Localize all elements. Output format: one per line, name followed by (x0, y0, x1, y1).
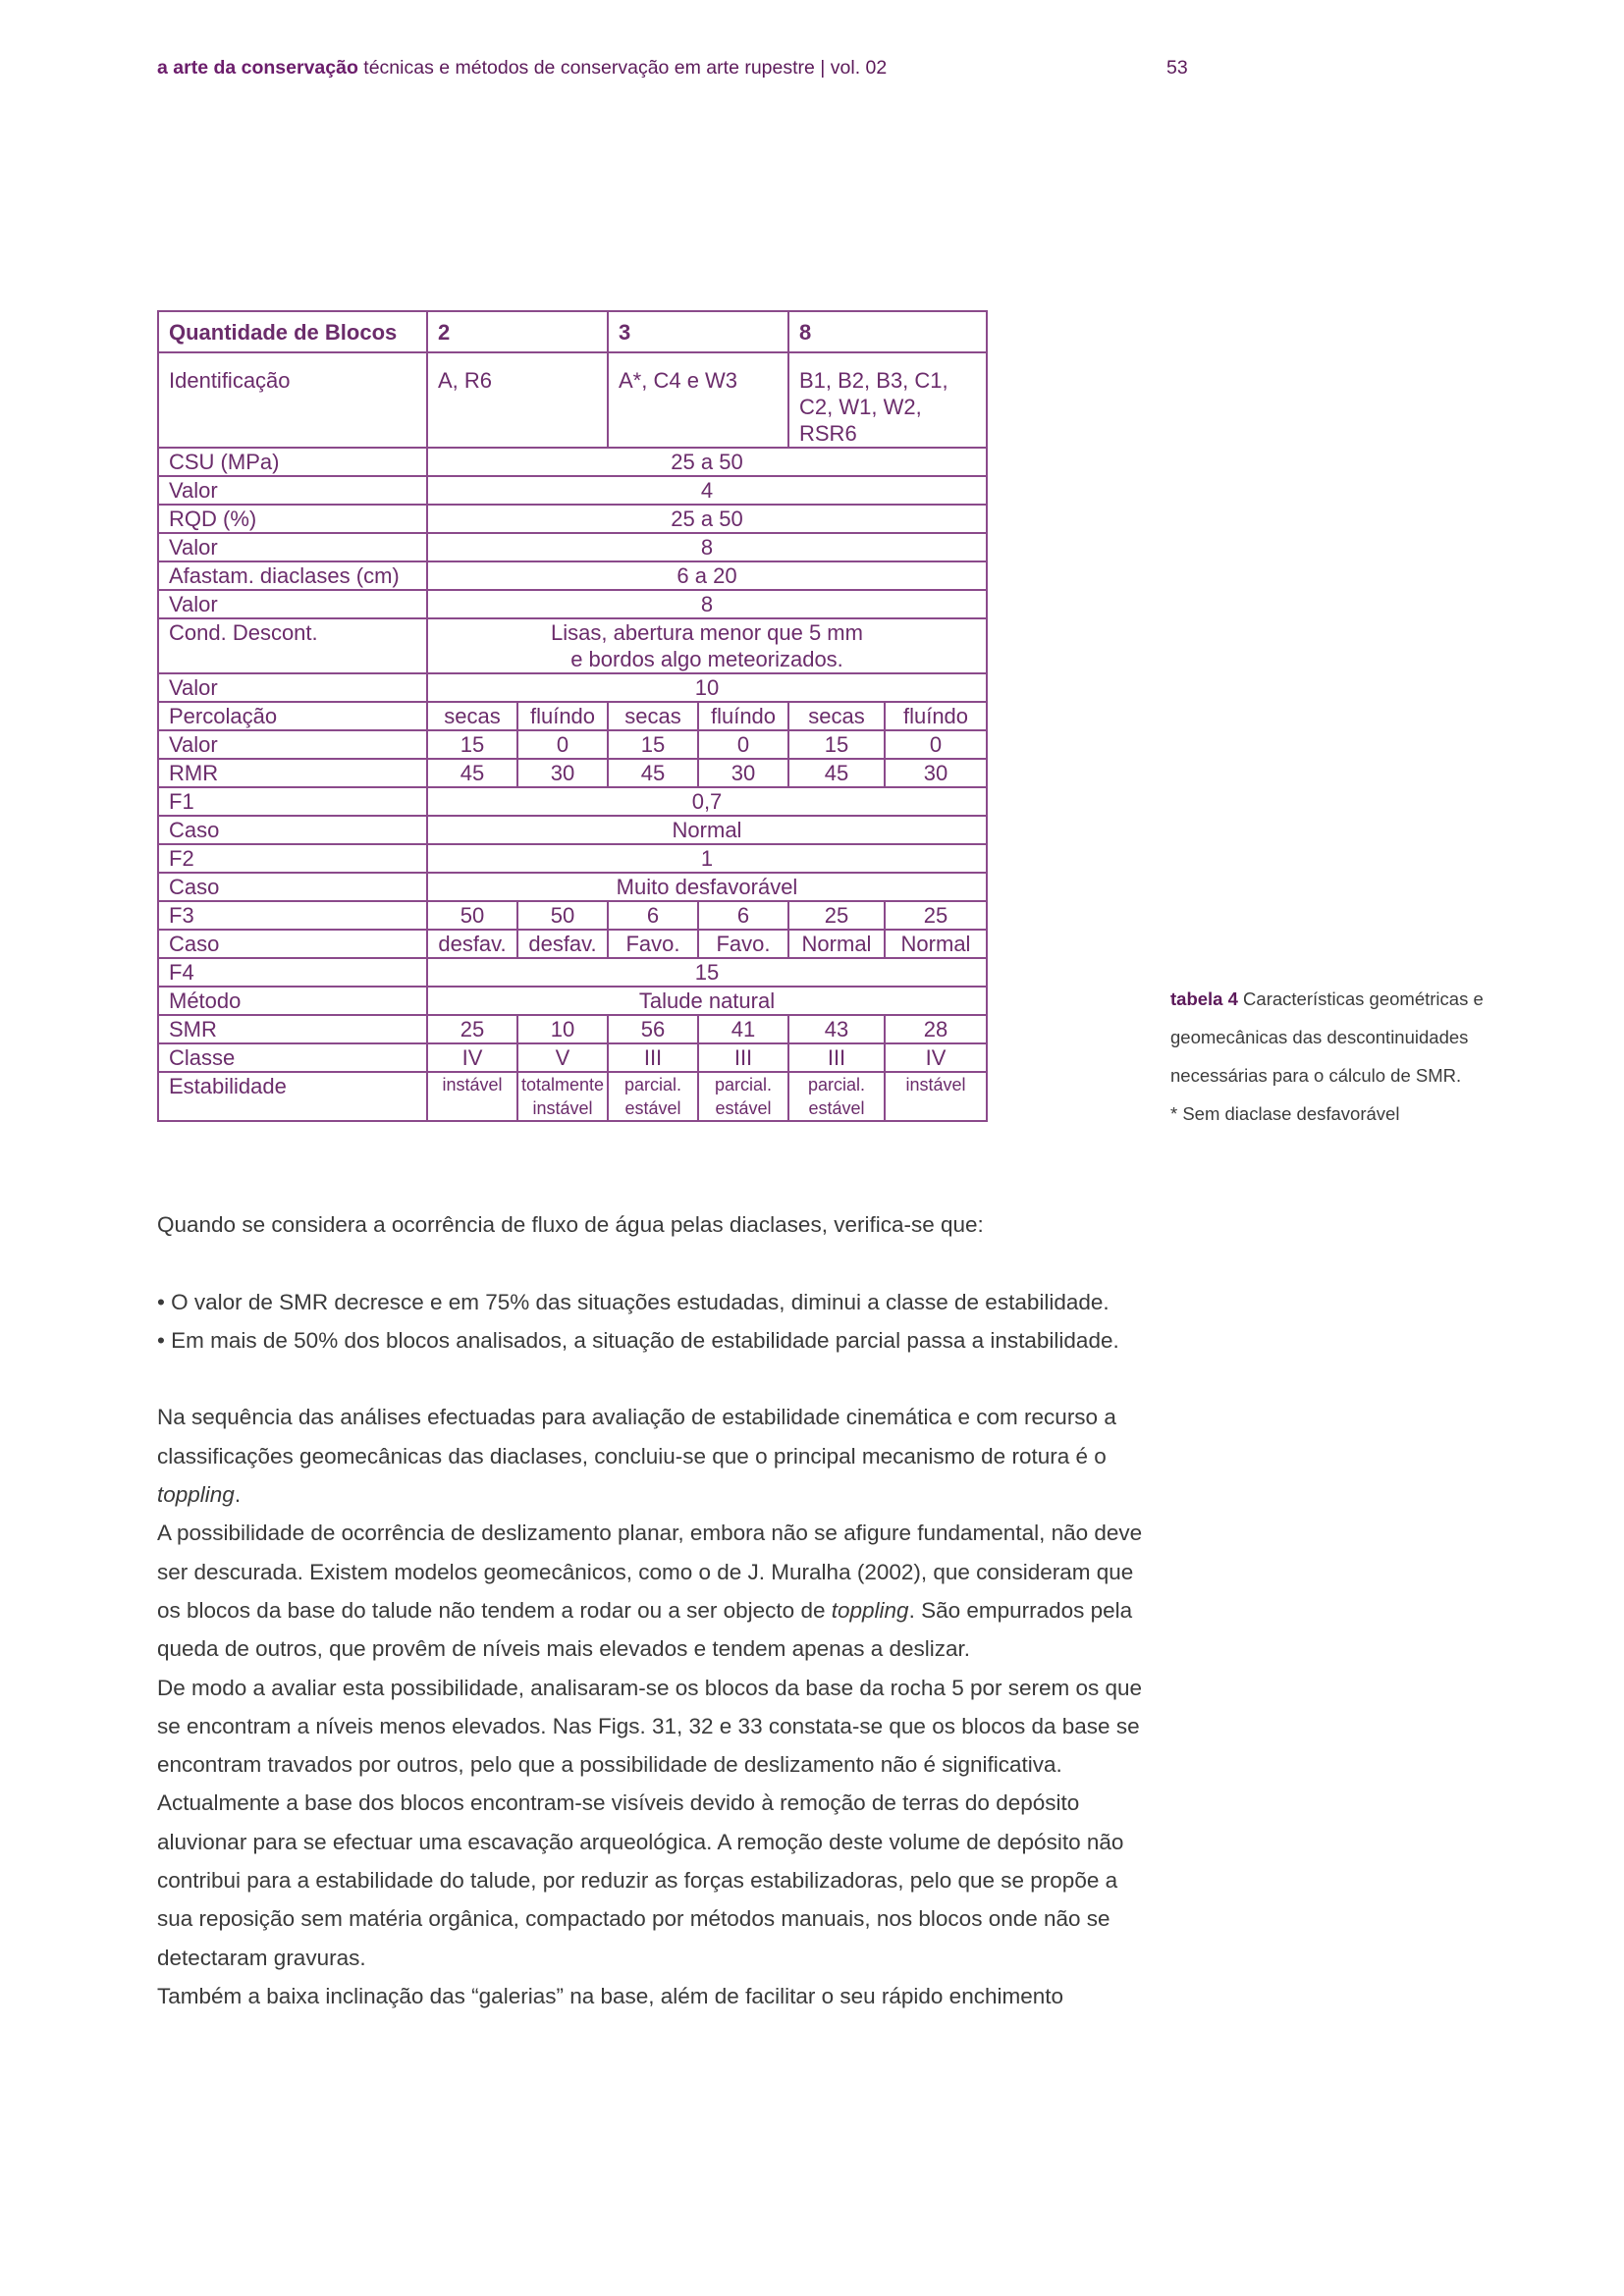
row-label: Estabilidade (158, 1072, 427, 1121)
estab-line-1: instável (442, 1075, 503, 1095)
text-run: . São empurrados pela queda de outros, que provêm de níveis mais elevados e tendem apenas a deslizar. (157, 1597, 1133, 1662)
table-cell: secas (427, 702, 517, 730)
table-cell: 4 (427, 476, 987, 505)
table-header-row (158, 311, 987, 352)
table-cell: IV (427, 1043, 517, 1072)
table-cell: 56 (608, 1015, 698, 1043)
estab-line-2: estável (624, 1098, 681, 1118)
table-row (158, 702, 987, 730)
row-label: SMR (158, 1015, 427, 1043)
text-run: . (234, 1482, 242, 1508)
table-row (158, 673, 987, 702)
row-label: Valor (158, 730, 427, 759)
header-col-3: 3 (608, 311, 788, 352)
table-row (158, 590, 987, 618)
table-cell: Normal (427, 816, 987, 844)
table-row (158, 352, 987, 448)
table-row (158, 787, 987, 816)
table-cell (427, 1072, 517, 1121)
row-label: Identificação (158, 352, 427, 448)
estab-line-2: instável (532, 1098, 593, 1118)
table-row (158, 930, 987, 958)
table-caption (1170, 980, 1543, 1133)
row-label: Valor (158, 533, 427, 561)
table-cell: 50 (427, 901, 517, 930)
table-cell: 25 (788, 901, 885, 930)
table-cell: 43 (788, 1015, 885, 1043)
estab-line-1: parcial. (623, 1075, 682, 1095)
row-label: Caso (158, 873, 427, 901)
table-cell: Talude natural (427, 987, 987, 1015)
row-label: Caso (158, 816, 427, 844)
table-cell: 25 (427, 1015, 517, 1043)
table-cell (698, 1072, 788, 1121)
row-label: RMR (158, 759, 427, 787)
table-row (158, 987, 987, 1015)
paragraph (157, 1514, 1149, 1668)
table-row (158, 816, 987, 844)
table-row (158, 759, 987, 787)
table-cell: III (788, 1043, 885, 1072)
table-cell: fluíndo (885, 702, 987, 730)
paragraph: Quando se considera a ocorrência de fluxo de água pelas diaclases, verifica-se que: (157, 1212, 984, 1237)
table-cell: 0 (517, 730, 608, 759)
table-cell: Normal (885, 930, 987, 958)
row-label: F3 (158, 901, 427, 930)
table-cell: IV (885, 1043, 987, 1072)
table-row (158, 505, 987, 533)
table-cell: 30 (517, 759, 608, 787)
table-cell: secas (608, 702, 698, 730)
table-cell: 15 (427, 958, 987, 987)
estab-line-1: parcial. (714, 1075, 773, 1095)
row-label: Valor (158, 590, 427, 618)
table-cell: 30 (698, 759, 788, 787)
table-cell: desfav. (427, 930, 517, 958)
table-cell: III (698, 1043, 788, 1072)
row-label: CSU (MPa) (158, 448, 427, 476)
row-label: Caso (158, 930, 427, 958)
table-row (158, 958, 987, 987)
table-cell: 28 (885, 1015, 987, 1043)
table-cell: 45 (788, 759, 885, 787)
estab-line-2: estável (715, 1098, 772, 1118)
emphasis: toppling (831, 1597, 909, 1623)
table-row (158, 476, 987, 505)
table-cell (885, 1072, 987, 1121)
table-cell: 6 (698, 901, 788, 930)
table-cell (427, 618, 987, 673)
table-cell: fluíndo (698, 702, 788, 730)
table-row (158, 618, 987, 673)
row-label: Classe (158, 1043, 427, 1072)
table-cell: 6 (608, 901, 698, 930)
table-cell: 15 (788, 730, 885, 759)
estab-line-1: totalmente (521, 1075, 605, 1095)
table-cell: 45 (608, 759, 698, 787)
header-label: Quantidade de Blocos (158, 311, 427, 352)
paragraph: Actualmente a base dos blocos encontram-se visíveis devido à remoção de terras do depósito aluvionar para se efectuar uma escavação arqueológica. A remoção deste volume de depósito não contribui para a estabilidade do talude, por reduzir as forças estabilizadoras, pelo que se propõe a sua reposição sem matéria orgânica, compactado por métodos manuais, nos blocos onde não se detectaram gravuras. (157, 1790, 1124, 1970)
smr-table-wrapper (157, 310, 986, 1122)
table-row (158, 1015, 987, 1043)
table-cell: fluíndo (517, 702, 608, 730)
cond-line-1: Lisas, abertura menor que 5 mm (551, 620, 863, 645)
text-run: Na sequência das análises efectuadas para avaliação de estabilidade cinemática e com recurso a classificações geomecânicas das diaclases, concluiu-se que o principal mecanismo de rotura é o (157, 1405, 1116, 1468)
row-label: Valor (158, 476, 427, 505)
table-cell: 41 (698, 1015, 788, 1043)
text-run: A possibilidade de ocorrência de deslizamento planar, embora não se afigure fundamental, não deve ser descurada. Existem modelos geomecânicos, como o de J. Muralha (2002), que consideram que os blocos da base do talude não tendem a rodar ou a ser objecto de (157, 1521, 1143, 1623)
smr-table (157, 310, 988, 1122)
header-title-bold: a arte da conservação (157, 57, 358, 79)
header-title-rest: técnicas e métodos de conservação em arte rupestre | vol. 02 (357, 57, 888, 79)
table-cell: 10 (517, 1015, 608, 1043)
table-cell (517, 1072, 608, 1121)
table-cell: Normal (788, 930, 885, 958)
emphasis: toppling (157, 1482, 235, 1508)
table-cell: Muito desfavorável (427, 873, 987, 901)
row-label: Cond. Descont. (158, 618, 427, 673)
table-cell: 0 (885, 730, 987, 759)
table-row (158, 448, 987, 476)
row-label: Método (158, 987, 427, 1015)
table-row (158, 533, 987, 561)
header-col-8: 8 (788, 311, 987, 352)
table-cell: Favo. (698, 930, 788, 958)
table-cell: 30 (885, 759, 987, 787)
table-cell: 1 (427, 844, 987, 873)
table-cell: 25 a 50 (427, 505, 987, 533)
table-cell: 0,7 (427, 787, 987, 816)
cond-line-2: e bordos algo meteorizados. (570, 647, 843, 671)
table-row (158, 1072, 987, 1121)
bullet-item: • Em mais de 50% dos blocos analisados, a situação de estabilidade parcial passa a instabilidade. (157, 1327, 1119, 1353)
table-cell: 0 (698, 730, 788, 759)
page-number: 53 (1166, 57, 1188, 79)
table-cell: III (608, 1043, 698, 1072)
table-cell: 10 (427, 673, 987, 702)
table-cell: 15 (427, 730, 517, 759)
table-row (158, 1043, 987, 1072)
table-cell: B1, B2, B3, C1, C2, W1, W2, RSR6 (788, 352, 987, 448)
table-row (158, 844, 987, 873)
body-text (157, 1205, 1149, 2015)
row-label: F1 (158, 787, 427, 816)
row-label: F2 (158, 844, 427, 873)
table-cell: desfav. (517, 930, 608, 958)
table-cell: 25 a 50 (427, 448, 987, 476)
table-cell (608, 1072, 698, 1121)
table-cell: A*, C4 e W3 (608, 352, 788, 448)
caption-note: * Sem diaclase desfavorável (1170, 1103, 1400, 1124)
bullet-item: • O valor de SMR decresce e em 75% das situações estudadas, diminui a classe de estabilidade. (157, 1289, 1110, 1314)
running-header (157, 57, 1218, 80)
table-cell: 8 (427, 533, 987, 561)
table-row (158, 561, 987, 590)
estab-line-1: instável (905, 1075, 966, 1095)
table-cell (788, 1072, 885, 1121)
table-cell: 15 (608, 730, 698, 759)
table-cell: 45 (427, 759, 517, 787)
caption-label: tabela 4 (1170, 988, 1238, 1009)
caption-text: Características geométricas e geomecânicas das descontinuidades necessárias para o cálculo de SMR. (1170, 988, 1484, 1086)
row-label: Percolação (158, 702, 427, 730)
paragraph: De modo a avaliar esta possibilidade, analisaram-se os blocos da base da rocha 5 por serem os que se encontram a níveis menos elevados. Nas Figs. 31, 32 e 33 constata-se que os blocos da base se encontram travados por outros, pelo que a possibilidade de deslizamento não é significativa. (157, 1675, 1143, 1778)
table-cell: Favo. (608, 930, 698, 958)
table-row (158, 730, 987, 759)
table-row (158, 901, 987, 930)
row-label: F4 (158, 958, 427, 987)
table-row (158, 873, 987, 901)
table-cell: A, R6 (427, 352, 608, 448)
table-cell: 8 (427, 590, 987, 618)
estab-line-1: parcial. (807, 1075, 866, 1095)
header-col-2: 2 (427, 311, 608, 352)
paragraph: Também a baixa inclinação das “galerias” na base, além de facilitar o seu rápido enchimento (157, 1983, 1064, 2008)
table-cell: V (517, 1043, 608, 1072)
row-label: RQD (%) (158, 505, 427, 533)
row-label: Valor (158, 673, 427, 702)
paragraph (157, 1398, 1149, 1514)
table-cell: 6 a 20 (427, 561, 987, 590)
row-label: Afastam. diaclases (cm) (158, 561, 427, 590)
table-cell: 50 (517, 901, 608, 930)
table-cell: 25 (885, 901, 987, 930)
estab-line-2: estável (808, 1098, 865, 1118)
table-cell: secas (788, 702, 885, 730)
